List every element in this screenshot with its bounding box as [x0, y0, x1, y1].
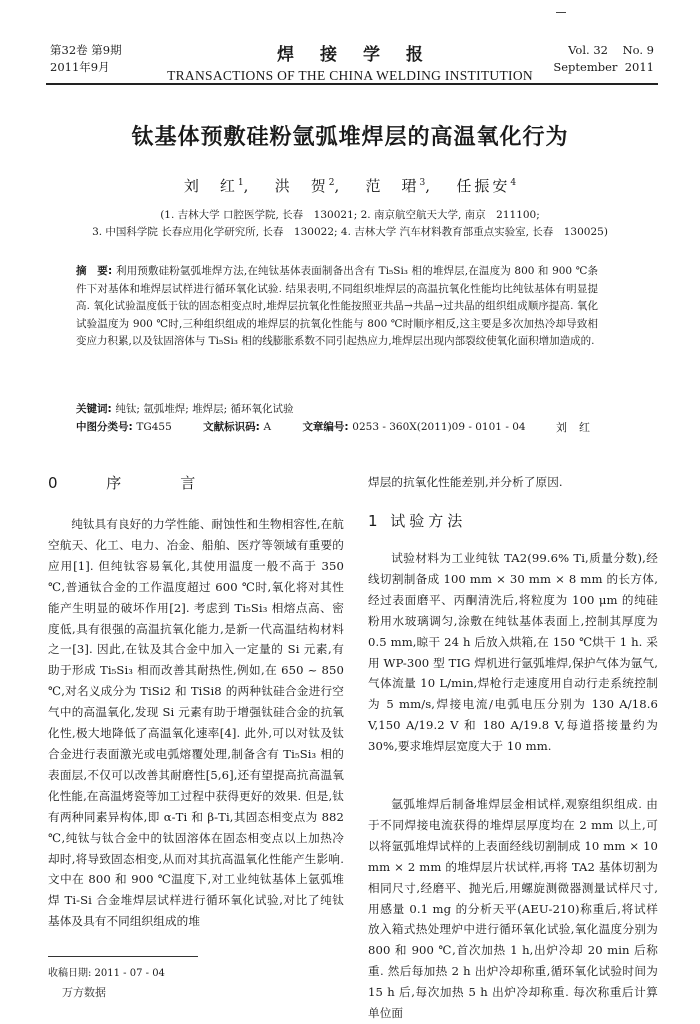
section-1-paragraph-2: 氩弧堆焊后制备堆焊层金相试样,观察组织组成. 由于不同焊接电流获得的堆焊层厚度均在 2 mm 以上,可以将氩弧堆焊试样的上表面经线切割制成 10 mm × 10 mm × 2 mm 的堆焊层片状试样,再将 TA2 基体切割为相同尺寸,经磨平、抛光后,用螺旋测微器测量试样尺寸,用感量 0.1 mg 的分析天平(AEU-210)称重后,将试样放入箱式热处理炉中进行循环氧化试验,氧化温度分别为 800 和 900 ℃,首次加热 1 h,出炉冷却 20 min 后称重. 然后每加热 2 h 出炉冷却称重,循环氧化试验时间为 15 h 后,每次加热 5 h 出炉冷却称重. 每次称重后计算单位面 [368, 797, 658, 1021]
affiliation-line-2: 3. 中国科学院 长春应用化学研究所, 长春 130022; 4. 吉林大学 汽车材料教育部重点实验室, 长春 130025) [92, 226, 608, 238]
author-affil-mark: 3 [419, 178, 426, 188]
doc-code-label: 文献标识码: [203, 421, 264, 433]
author-name: 范 珺 [365, 177, 420, 195]
author-affil-mark: 1 [237, 178, 244, 188]
section-0-continuation: 焊层的抗氧化性能差别,并分析了原因. [368, 475, 563, 489]
date-cn: 2011年9月 [50, 60, 110, 74]
section-1-paragraph-1: 试验材料为工业纯钛 TA2(99.6% Ti,质量分数),经线切割制备成 100 mm × 30 mm × 8 mm 的长方体,经过表面磨平、丙酮清洗后,将粒度为 100 μm 的纯硅粉用水玻璃调匀,涂敷在纯钛基体表面上,控制其厚度为 0.5 mm,晾干 24 h 后放入烘箱,在 150 ℃烘干 1 h. 采用 WP-300 型 TIG 焊机进行氩弧堆焊,保护气体为氩气,气体流量 10 L/min,焊枪行走速度用自动行走系统控制为 5 mm/s,焊接电流/电弧电压分别为 130 A/18.6 V,150 A/19.2 V 和 180 A/19.8 V,每道搭接量约为 30%,要求堆焊层宽度大于 10 mm. [368, 551, 658, 754]
header-rule [46, 83, 658, 85]
watermark-text: 万方数据 [62, 986, 106, 999]
author-name: 刘 红 [183, 177, 238, 195]
keywords [76, 401, 294, 416]
author-affil-mark: 4 [510, 178, 517, 188]
corner-mark [556, 12, 566, 13]
abstract [76, 263, 598, 351]
section-0-paragraph: 纯钛具有良好的力学性能、耐蚀性和生物相容性,在航空航天、化工、电力、冶金、船舶、医疗等领域有重要的应用[1]. 但纯钛容易氧化,其使用温度一般不高于 350 ℃,普通钛合金的工作温度超过 600 ℃时,氧化将对其性能产生明显的破坏作用[2]. 考虑到 Ti₅Si₃ 相熔点高、密度低,具有很强的高温抗氧化能力,是新一代高温结构材料之一[3]. 因此,在钛及其合金中加入一定量的 Si 元素,有助于形成 Ti₅Si₃ 相而改善其耐热性,例如,在 650 ~ 850 ℃,对名义成分为 TiSi2 和 TiSi8 的两种钛硅合金进行空气中的高温氧化,发现 Si 元素有助于增强钛硅合金的抗氧化性,极大地降低了高温氧化速率[4]. 此外,可以对钛及钛合金进行表面激光或电弧熔覆处理,制备含有 Ti₅Si₃ 相的表面层,不仅可以改善其耐磨性[5,6],还有望提高抗高温氧化性能,在高温烤瓷等加工过程中获得更好的效果. 但是,钛有两种同素异构体,即 α-Ti 和 β-Ti,其固态相变点为 882 ℃,纯钛与钛合金中的钛固溶体在固态相变点以上加热冷却时,将导致固态相变,从而对其抗高温氧化性能产生影响. 文中在 800 和 900 ℃温度下,对工业纯钛基体上氩弧堆焊 Ti-Si 合金堆焊层试样进行循环氧化试验,对比了纯钛基体及具有不同组织组成的堆 [48, 517, 344, 929]
clc-value: TG455 [136, 421, 172, 433]
doc-code-value: A [263, 421, 272, 433]
author-photo-caption: 刘红 [556, 421, 602, 434]
section-0-heading: 0 序 言 [48, 474, 218, 492]
article-number-value: 0253 - 360X(2011)09 - 0101 - 04 [352, 421, 526, 433]
author-name: 任振安 [456, 177, 511, 195]
volume-issue-en: Vol. 32 No. 9 [568, 43, 654, 57]
author-name: 洪 贺 [274, 177, 329, 195]
volume-issue-cn: 第32卷 第9期 [50, 43, 122, 57]
abstract-label: 摘 要: [76, 265, 116, 277]
affiliation-line-1: (1. 吉林大学 口腔医学院, 长春 130021; 2. 南京航空航天大学, 南京 211100; [160, 209, 540, 221]
classification-line [76, 419, 554, 434]
author-affil-mark: 2 [328, 178, 335, 188]
clc-label: 中图分类号: [76, 421, 137, 433]
date-en: September 2011 [553, 60, 654, 74]
journal-name-en: TRANSACTIONS OF THE CHINA WELDING INSTITUTION [167, 68, 533, 83]
paper-title: 钛基体预敷硅粉氩弧堆焊层的高温氧化行为 [131, 125, 569, 150]
article-number-label: 文章编号: [302, 421, 353, 433]
received-date: 收稿日期: 2011 - 07 - 04 [48, 968, 165, 979]
keywords-text: 纯钛; 氩弧堆焊; 堆焊层; 循环氧化试验 [115, 403, 294, 415]
journal-name-cn: 焊接学报 [277, 45, 449, 65]
section-1-heading: 1 试验方法 [368, 512, 467, 530]
header-right [553, 42, 654, 76]
author-list: 刘 红$^1$, 洪 贺$^2$, 范 珺$^3$, 任振安$^4$ [183, 177, 517, 195]
abstract-text: 利用预敷硅粉氩弧堆焊方法,在纯钛基体表面制备出含有 Ti₅Si₃ 相的堆焊层,在温度为 800 和 900 ℃条件下对基体和堆焊层试样进行循环氧化试验. 结果表明,不同组织堆焊层的高温抗氧化性能均比纯钛基体有明显提高. 氧化试验温度低于钛的固态相变点时,堆焊层抗氧化性能按照亚共晶→共晶→过共晶的组织组成顺序提高. 氧化试验温度为 900 ℃时,三种组织组成的堆焊层的抗氧化性能与 800 ℃时顺序相反,这主要是多次加热冷却导致相变应力积累,以及钛固溶体与 Ti₅Si₃ 相的线膨胀系数不同引起热应力,堆焊层出现内部裂纹使氧化面积增加造成的. [76, 265, 599, 348]
footnote-rule [48, 956, 198, 957]
keywords-label: 关键词: [76, 403, 116, 415]
